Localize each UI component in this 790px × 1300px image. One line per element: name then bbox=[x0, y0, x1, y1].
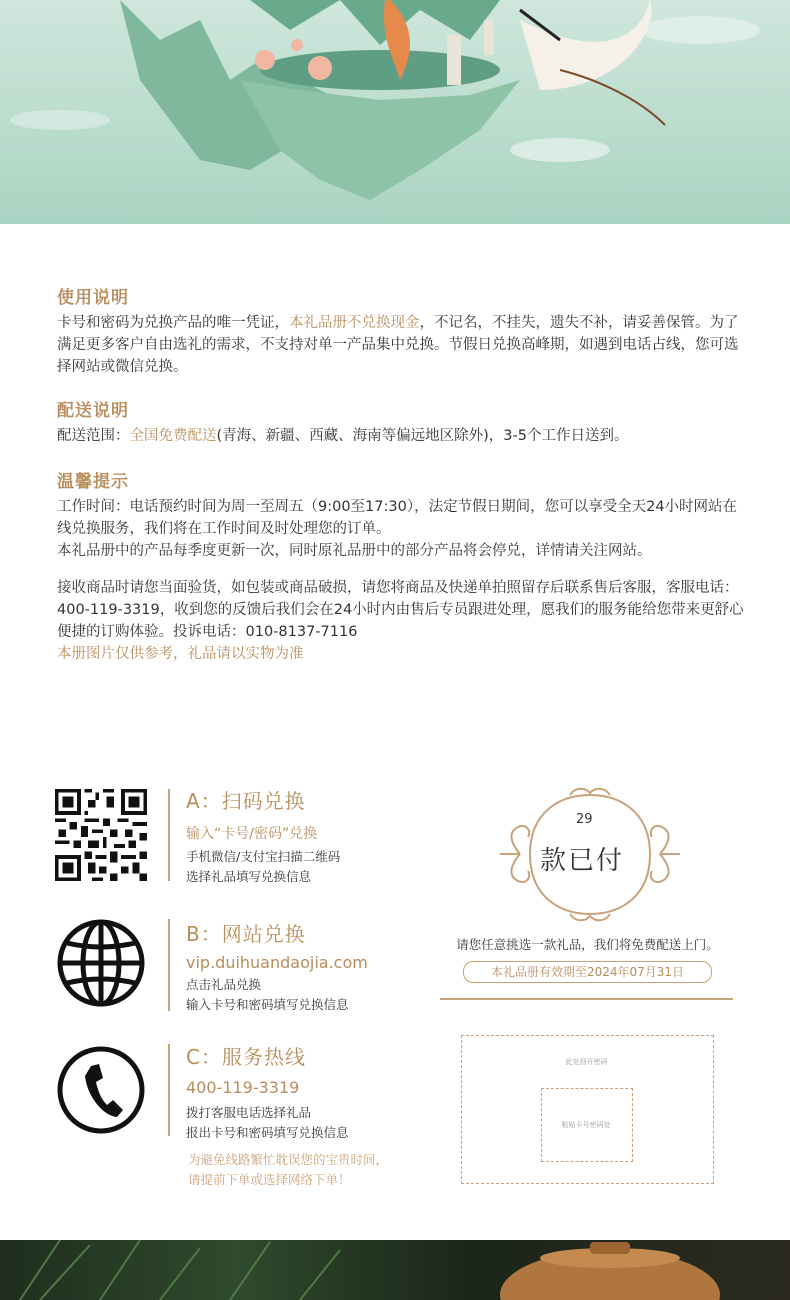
delivery-text bbox=[57, 425, 747, 447]
method-a-sub: 输入“卡号/密码”兑换 bbox=[186, 826, 318, 842]
method-b-line1: 点击礼品兑换 bbox=[186, 977, 262, 992]
usage-text-part2: ，不记名，不挂失，遗失不补，请妥善保管。为了满足更多客户自由选礼的需求，不支持对单一产品集中兑换。节假日兑换高峰期，如遇到电话占线，您可选择网站或微信兑换。 bbox=[57, 315, 739, 375]
card-sticker-label: 粘贴卡号密码处 bbox=[561, 1121, 611, 1129]
method-c-phone[interactable]: 400-119-3319 bbox=[186, 1078, 300, 1097]
seal-number: 29 bbox=[576, 812, 593, 827]
delivery-text-part1: 配送范围： bbox=[57, 428, 130, 444]
tips-para2: 本礼品册中的产品每季度更新一次，同时原礼品册中的部分产品将会停兑，详情请关注网站。 bbox=[57, 543, 652, 559]
phone-icon[interactable] bbox=[55, 1044, 147, 1136]
floating-island-illustration bbox=[0, 0, 790, 224]
tips-para1: 工作时间：电话预约时间为周一至周五（9:00至17:30），法定节假日期间，您可以享受全天24小时网站在线兑换服务，我们将在工作时间及时处理您的订单。 bbox=[57, 499, 738, 537]
globe-icon[interactable] bbox=[55, 917, 147, 1009]
method-c-note1: 为避免线路繁忙耽误您的宝贵时间， bbox=[188, 1152, 389, 1167]
seal-text: 款已付 bbox=[540, 846, 625, 876]
usage-title: 使用说明 bbox=[57, 288, 129, 308]
usage-text-highlight: 本礼品册不兑换现金 bbox=[289, 315, 420, 331]
method-a-line1: 手机微信/支付宝扫描二维码 bbox=[186, 849, 341, 864]
pine-teapot-photo bbox=[0, 1240, 790, 1300]
method-b-title: B：网站兑换 bbox=[186, 922, 306, 946]
method-c-title: C：服务热线 bbox=[186, 1045, 306, 1069]
tips-title: 温馨提示 bbox=[57, 472, 129, 492]
method-b-line2: 输入卡号和密码填写兑换信息 bbox=[186, 997, 349, 1012]
method-a-divider bbox=[168, 789, 170, 881]
delivery-title: 配送说明 bbox=[57, 401, 129, 421]
usage-text-part1: 卡号和密码为兑换产品的唯一凭证， bbox=[57, 315, 289, 331]
method-b-url[interactable]: vip.duihuandaojia.com bbox=[186, 953, 368, 972]
qr-code-icon[interactable] bbox=[55, 789, 147, 881]
delivery-section bbox=[57, 396, 747, 447]
usage-section bbox=[57, 283, 747, 378]
scratch-card-label: 此处刮开密码 bbox=[565, 1058, 608, 1066]
hero-illustration bbox=[0, 0, 790, 224]
tips-section bbox=[57, 467, 747, 665]
method-c-note2: 请提前下单或选择网络下单！ bbox=[188, 1172, 351, 1187]
delivery-text-highlight: 全国免费配送 bbox=[129, 428, 217, 444]
divider-line bbox=[440, 998, 733, 1000]
method-a-title: A：扫码兑换 bbox=[186, 789, 306, 813]
usage-text bbox=[57, 312, 747, 378]
method-c-line1: 拨打客服电话选择礼品 bbox=[186, 1105, 312, 1120]
method-c-divider bbox=[168, 1044, 170, 1136]
method-a-line2: 选择礼品填写兑换信息 bbox=[186, 869, 312, 884]
method-b-divider bbox=[168, 919, 170, 1011]
delivery-text-part2: (青海、新疆、西藏、海南等偏远地区除外)，3-5个工作日送到。 bbox=[216, 428, 629, 444]
tips-disclaimer: 本册图片仅供参考，礼品请以实物为准 bbox=[57, 646, 304, 662]
method-c-line2: 报出卡号和密码填写兑换信息 bbox=[186, 1125, 349, 1140]
validity-badge: 本礼品册有效期至2024年07月31日 bbox=[463, 961, 712, 983]
choose-gift-text: 请您任意挑选一款礼品，我们将免费配送上门。 bbox=[456, 937, 719, 952]
tips-para3: 接收商品时请您当面验货，如包装或商品破损，请您将商品及快递单拍照留存后联系售后客服，客服电话：400-119-3319，收到您的反馈后我们会在24小时内由售后专员跟进处理，愿我们的服务能给您带来更舒心便捷的订购体验。投诉电话：010-8137-7116 bbox=[57, 580, 744, 640]
bottom-photo-strip bbox=[0, 1240, 790, 1300]
